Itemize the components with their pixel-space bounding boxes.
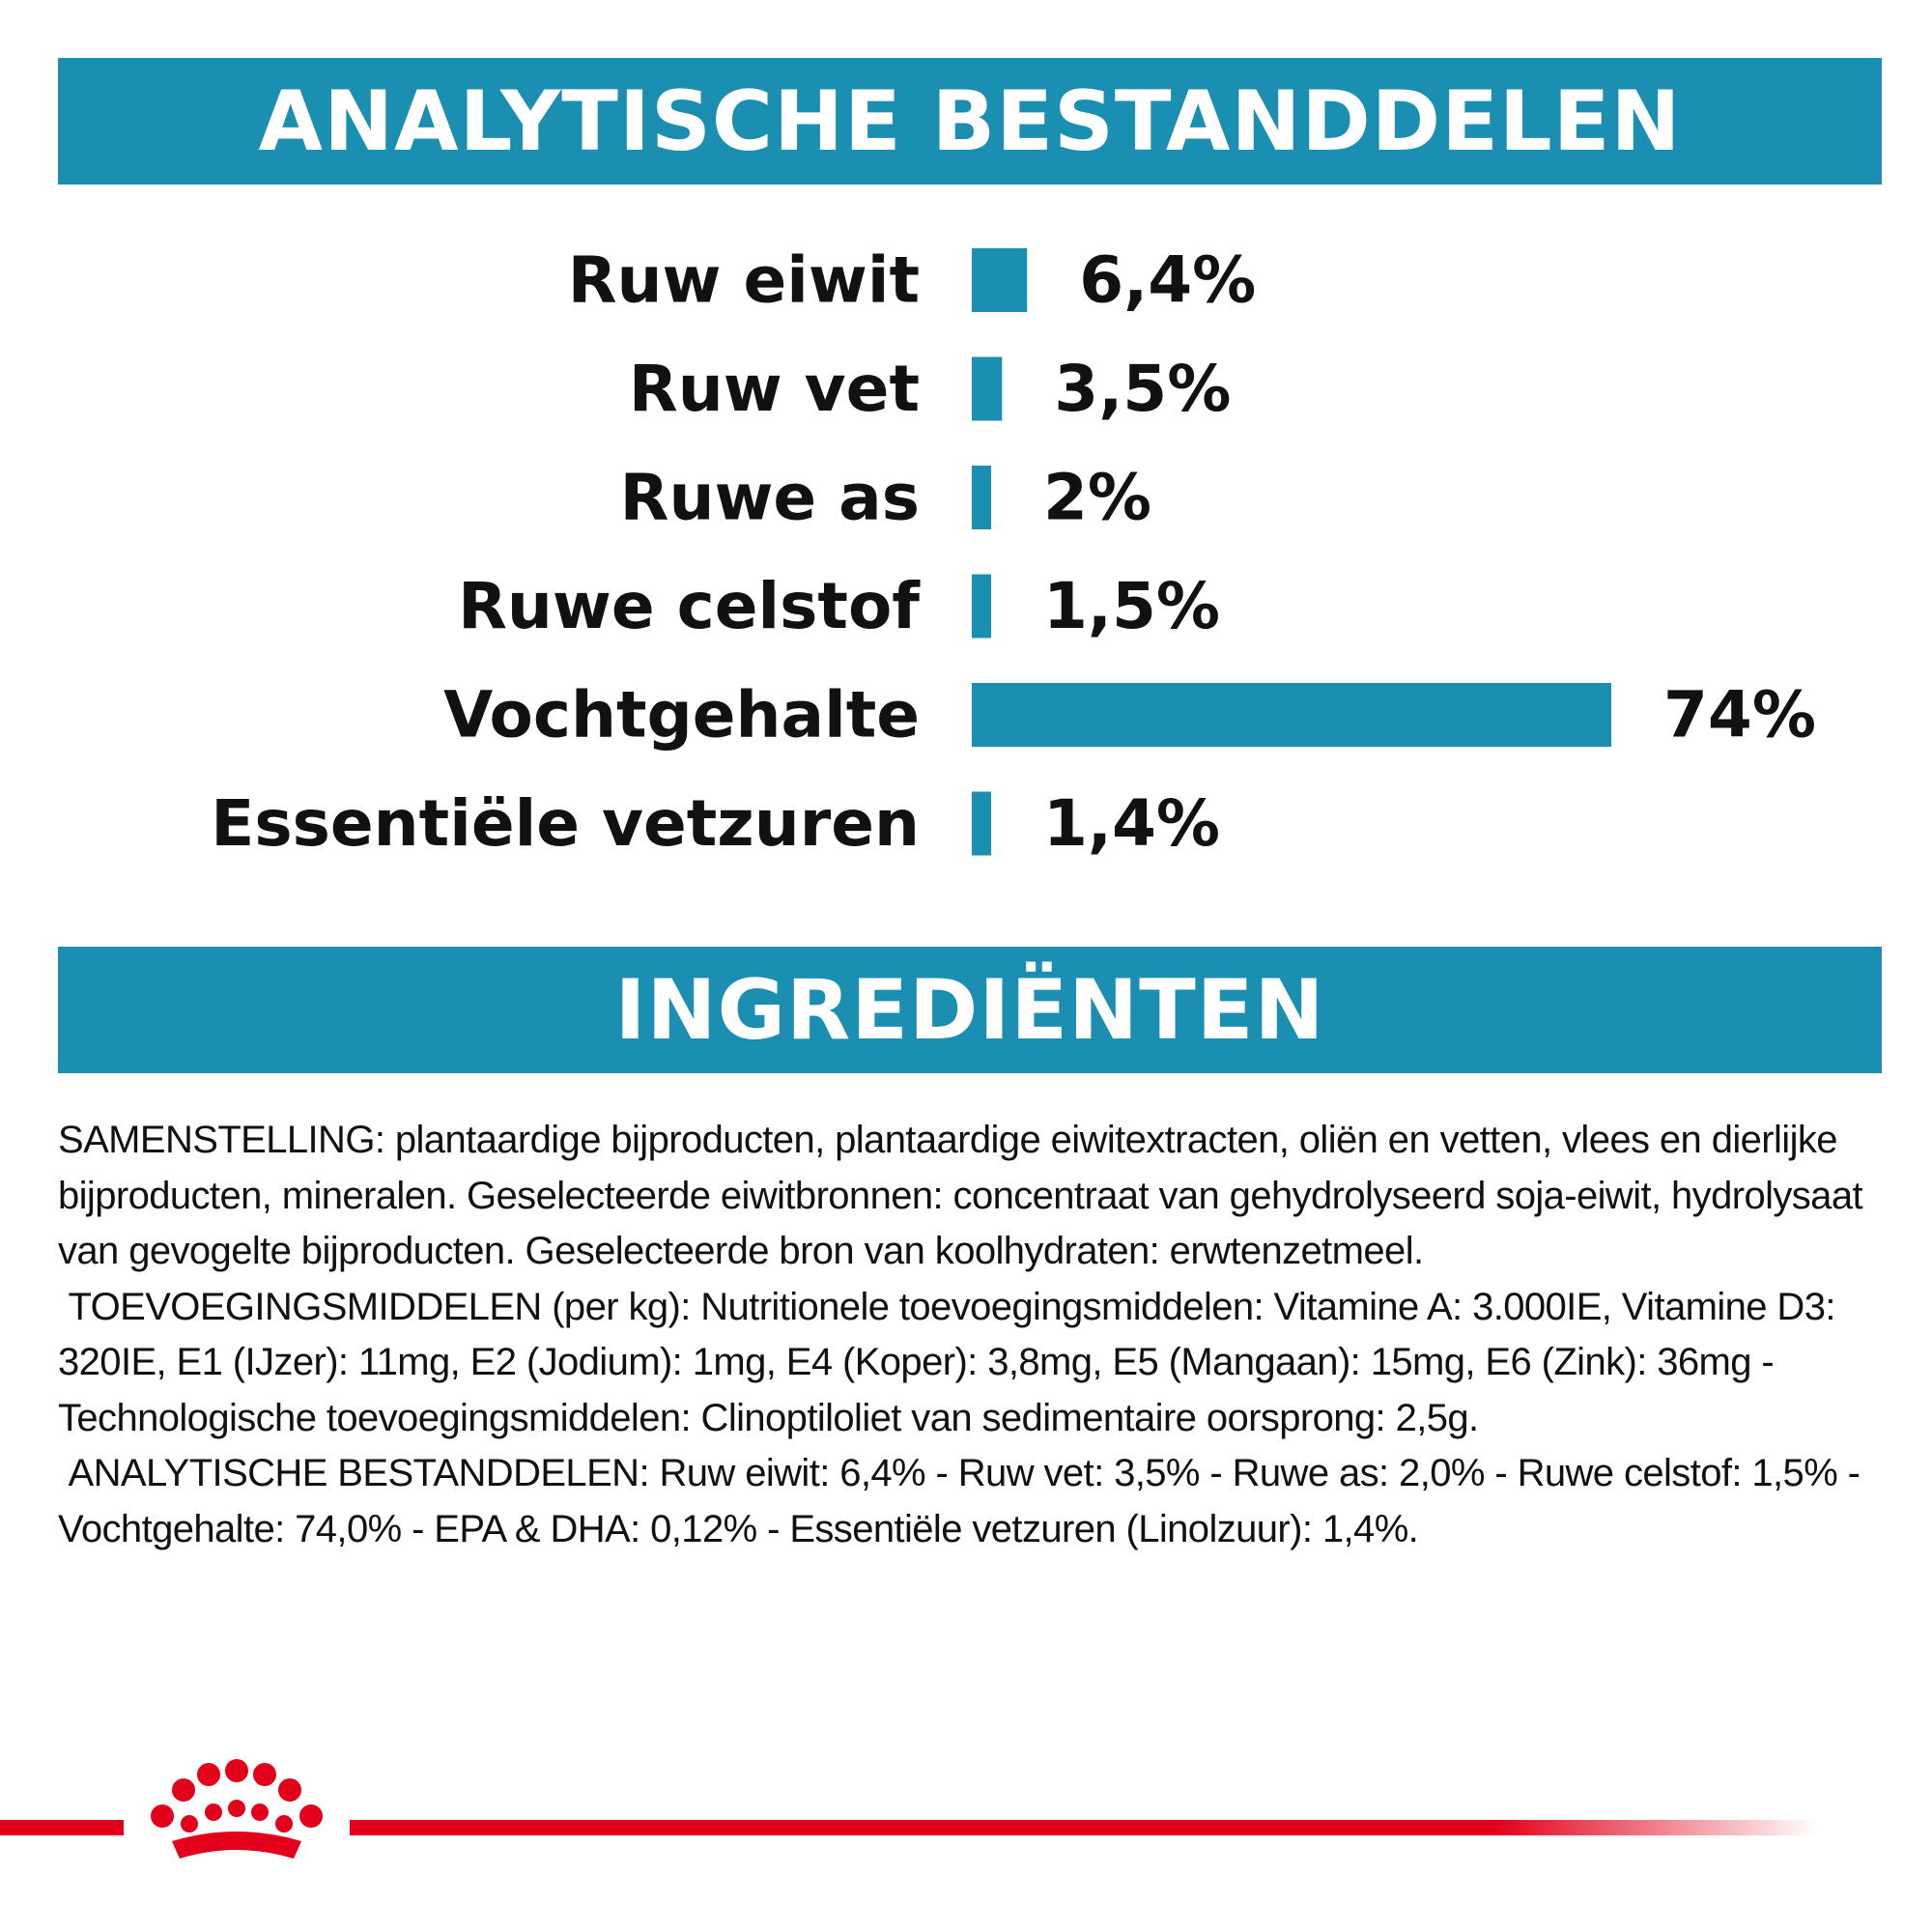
bar-label-ruw-eiwit: Ruw eiwit: [567, 242, 920, 318]
ingredients-additives: TOEVOEGINGSMIDDELEN (per kg): Nutritionele toevoegingsmiddelen: Vitamine A: 3.000IE, Vitamine D3: 320IE, E1 (IJzer): 11mg, E2 (Jodium): 1mg, E4 (Koper): 3,8mg, E5 (Mangaan): 15mg, E6 (Zink): 36mg - Technologische toevoegingsmiddelen: Clinoptiloliet van sedimentaire oorsprong: 2,5g.: [58, 1285, 1846, 1439]
footer-brand-bar: [0, 1758, 1932, 1874]
ingredients-analytical: ANALYTISCHE BESTANDDELEN: Ruw eiwit: 6,4% - Ruw vet: 3,5% - Ruwe as: 2,0% - Ruwe celstof: 1,5% - Vochtgehalte: 74,0% - EPA & DHA: 0,12% - Essentiële vetzuren (Linolzuur): 1,4%.: [58, 1452, 1870, 1550]
bar-value-ruw-vet: 3,5%: [1054, 352, 1232, 426]
analytic-header-title: ANALYTISCHE BESTANDDELEN: [258, 72, 1682, 170]
bar-value-ruwe-as: 2%: [1043, 460, 1152, 535]
ingredients-header-title: INGREDIËNTEN: [614, 961, 1325, 1059]
bar-value-essentiele-vetzuren: 1,4%: [1043, 786, 1221, 861]
bar-ruw-vet: [972, 357, 1002, 421]
bar-label-essentiele-vetzuren: Essentiële vetzuren: [211, 786, 920, 861]
bar-label-ruw-vet: Ruw vet: [628, 352, 920, 426]
bar-value-ruwe-celstof: 1,5%: [1043, 569, 1221, 643]
bar-label-ruwe-celstof: Ruwe celstof: [458, 569, 920, 643]
bar-ruwe-celstof: [972, 575, 991, 639]
bar-value-ruw-eiwit: 6,4%: [1079, 242, 1257, 318]
ingredients-text: [58, 1113, 1893, 1557]
bar-vochtgehalte: [972, 683, 1611, 747]
royal-canin-crown-icon: [151, 1759, 323, 1859]
footer-red-line-left: [0, 1820, 124, 1835]
bar-label-ruwe-as: Ruwe as: [619, 460, 920, 535]
ingredients-composition: SAMENSTELLING: plantaardige bijproducten, plantaardige eiwitextracten, oliën en vetten, vlees en dierlijke bijproducten, mineralen. Geselecteerde eiwitbronnen: concentraat van gehydrolyseerd soja-eiwit, hydrolysaat van gevogelte bijproducten. Geselecteerde bron van koolhydraten: erwtenzetmeel.: [58, 1119, 1873, 1272]
bar-label-vochtgehalte: Vochtgehalte: [443, 677, 920, 753]
analytic-bar-chart: [0, 0, 1932, 908]
bar-essentiele-vetzuren: [972, 792, 991, 856]
footer-red-line-right: [350, 1820, 1818, 1835]
bar-value-vochtgehalte: 74%: [1663, 677, 1816, 753]
bar-ruw-eiwit: [972, 248, 1027, 312]
ingredients-header-banner: [58, 947, 1882, 1073]
bar-ruwe-as: [972, 466, 991, 529]
